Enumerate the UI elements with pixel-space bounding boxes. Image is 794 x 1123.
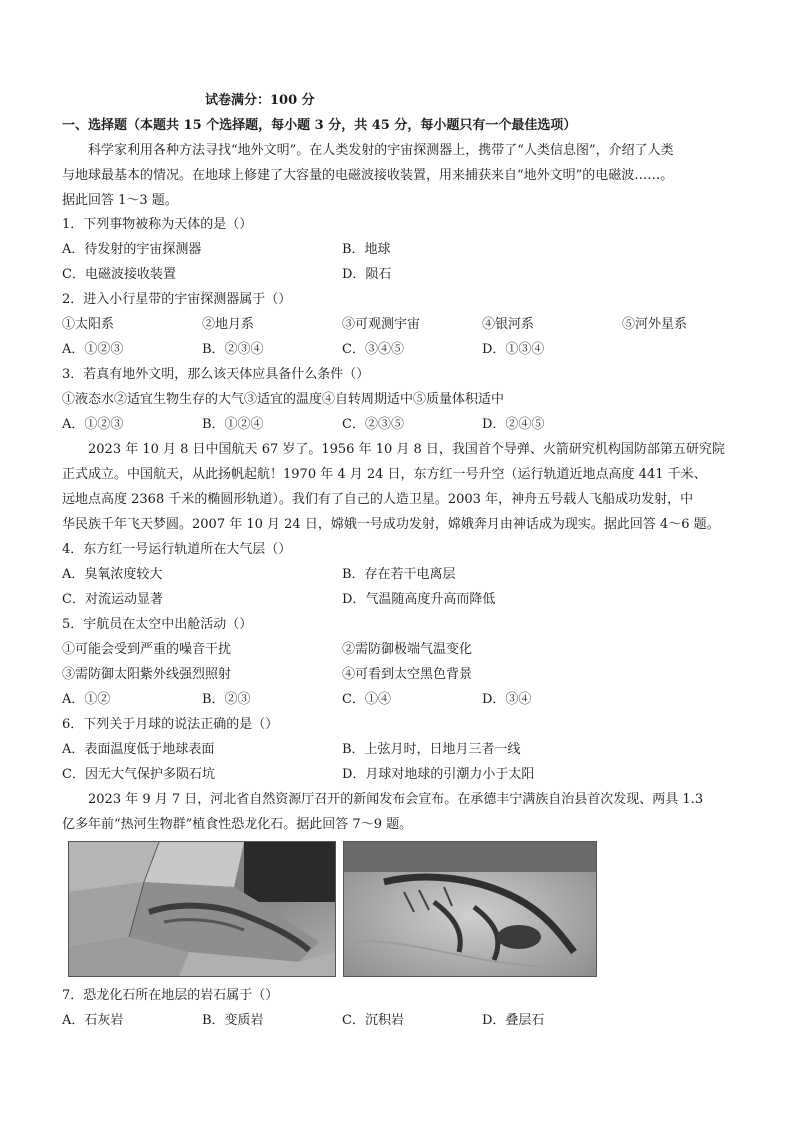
option-a[interactable]: A．①② xyxy=(62,692,111,707)
passage-3-line: 2023 年 9 月 7 日，河北省自然资源厅召开的新闻发布会宣布。在承德丰宁满族自治县首次发现、两具 1.3 xyxy=(88,792,704,807)
option-d[interactable]: D．月球对地球的引潮力小于太阳 xyxy=(342,767,535,782)
passage-2-line: 远地点高度 2368 千米的椭圆形轨道）。我们有了自己的人造卫星。2003 年，神舟五号载人飞船成功发射，中 xyxy=(62,492,694,507)
statement-item: ④可看到太空黑色背景 xyxy=(342,667,473,682)
statement-list: ①液态水②适宜生物生存的大气③适宜的温度④自转周期适中⑤质量体积适中 xyxy=(62,392,505,407)
score-line: 试卷满分：100 分 xyxy=(205,93,315,108)
statement-item: ③需防御太阳紫外线强烈照射 xyxy=(62,667,232,682)
passage-1-line: 与地球最基本的情况。在地球上修建了大容量的电磁波接收装置，用来捕获来自“地外文明”的电磁波……。 xyxy=(62,168,674,183)
question-stem: 5．宇航员在太空中出舱活动（） xyxy=(62,617,253,632)
passage-3-line: 亿多年前“热河生物群”植食性恐龙化石。据此回答 7～9 题。 xyxy=(62,817,413,832)
option-a[interactable]: A．①②③ xyxy=(62,342,124,357)
option-c[interactable]: C．③④⑤ xyxy=(342,342,404,357)
section-heading: 一、选择题（本题共 15 个选择题，每小题 3 分，共 45 分，每小题只有一个最佳选项） xyxy=(62,118,577,133)
statement-item: ④银河系 xyxy=(482,317,535,332)
statement-item: ⑤河外星系 xyxy=(622,317,688,332)
statement-item: ②需防御极端气温变化 xyxy=(342,642,473,657)
option-b[interactable]: B．②③④ xyxy=(202,342,264,357)
question-stem: 2．进入小行星带的宇宙探测器属于（） xyxy=(62,292,292,307)
option-a[interactable]: A．①②③ xyxy=(62,417,124,432)
fossil-rock-image xyxy=(69,842,335,976)
passage-1-line: 科学家利用各种方法寻找“地外文明”。在人类发射的宇宙探测器上，携带了“人类信息图”，介绍了人类 xyxy=(88,143,674,158)
option-b[interactable]: B．地球 xyxy=(342,242,391,257)
option-b[interactable]: B．①②④ xyxy=(202,417,264,432)
passage-2-line: 2023 年 10 月 8 日中国航天 67 岁了。1956 年 10 月 8 日，我国首个导弹、火箭研究机构国防部第五研究院 xyxy=(88,442,725,457)
passage-1-line: 据此回答 1～3 题。 xyxy=(62,193,178,208)
option-b[interactable]: B．存在若干电离层 xyxy=(342,567,456,582)
option-c[interactable]: C．①④ xyxy=(342,692,391,707)
option-b[interactable]: B．上弦月时，日地月三者一线 xyxy=(342,742,521,757)
fossil-skeleton-image xyxy=(344,842,596,976)
statement-item: ②地月系 xyxy=(202,317,255,332)
passage-2-line: 正式成立。中国航天，从此扬帆起航！1970 年 4 月 24 日，东方红一号升空（运行轨道近地点高度 441 千米、 xyxy=(62,467,707,482)
option-d[interactable]: D．陨石 xyxy=(342,267,392,282)
question-stem: 6．下列关于月球的说法正确的是（） xyxy=(62,717,279,732)
question-stem: 3．若真有地外文明，那么该天体应具备什么条件（） xyxy=(62,367,370,382)
option-b[interactable]: B．变质岩 xyxy=(202,1013,264,1028)
option-d[interactable]: D．叠层石 xyxy=(482,1013,545,1028)
fossil-photo-right xyxy=(343,841,597,977)
option-b[interactable]: B．②③ xyxy=(202,692,251,707)
statement-item: ①可能会受到严重的噪音干扰 xyxy=(62,642,232,657)
passage-2-line: 华民族千年飞天梦圆。2007 年 10 月 24 日，嫦娥一号成功发射，嫦娥奔月由神话成为现实。据此回答 4～6 题。 xyxy=(62,517,720,532)
option-a[interactable]: A．石灰岩 xyxy=(62,1013,124,1028)
question-stem: 4．东方红一号运行轨道所在大气层（） xyxy=(62,542,292,557)
option-c[interactable]: C．电磁波接收装置 xyxy=(62,267,176,282)
option-a[interactable]: A．臭氧浓度较大 xyxy=(62,567,163,582)
statement-item: ①太阳系 xyxy=(62,317,115,332)
option-c[interactable]: C．沉积岩 xyxy=(342,1013,404,1028)
question-stem: 1．下列事物被称为天体的是（） xyxy=(62,217,253,232)
statement-item: ③可观测宇宙 xyxy=(342,317,421,332)
option-d[interactable]: D．①③④ xyxy=(482,342,545,357)
option-d[interactable]: D．气温随高度升高而降低 xyxy=(342,592,496,607)
option-d[interactable]: D．③④ xyxy=(482,692,532,707)
fossil-photo-left xyxy=(68,841,336,977)
option-c[interactable]: C．因无大气保护多陨石坑 xyxy=(62,767,215,782)
question-stem: 7．恐龙化石所在地层的岩石属于（） xyxy=(62,988,279,1003)
option-d[interactable]: D．②④⑤ xyxy=(482,417,545,432)
option-a[interactable]: A．待发射的宇宙探测器 xyxy=(62,242,202,257)
option-c[interactable]: C．对流运动显著 xyxy=(62,592,163,607)
option-a[interactable]: A．表面温度低于地球表面 xyxy=(62,742,215,757)
option-c[interactable]: C．②③⑤ xyxy=(342,417,404,432)
